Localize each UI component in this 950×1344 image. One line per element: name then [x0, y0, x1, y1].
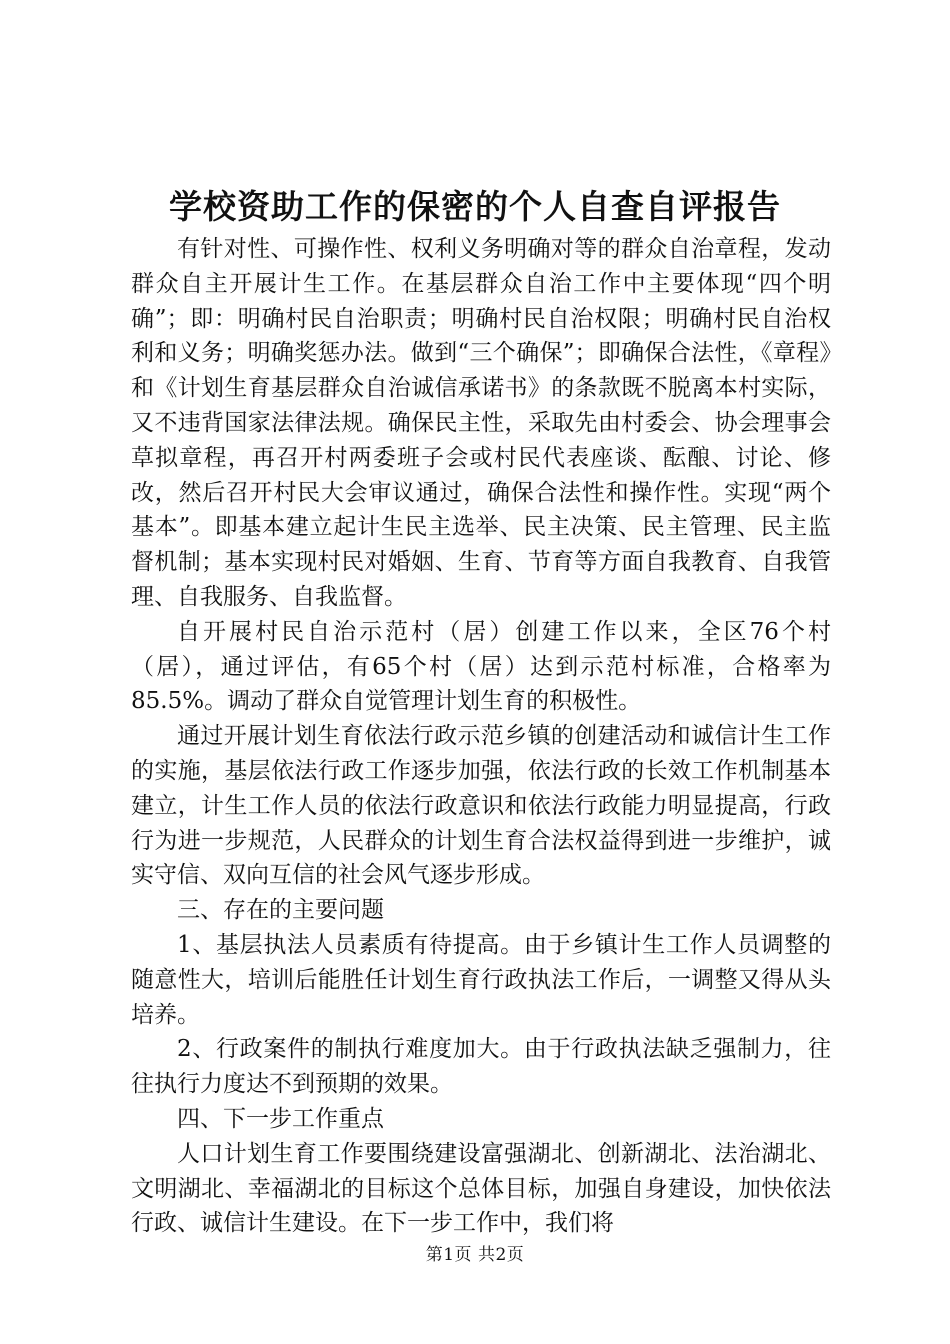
paragraph: 有针对性、可操作性、权利义务明确对等的群众自治章程，发动群众自主开展计生工作。在基层群众自治工作中主要体现“四个明确”；即：明确村民自治职责；明确村民自治权限；明确村民自治权利和义务；明确奖惩办法。做到“三个确保”；即确保合法性，《章程》和《计划生育基层群众自治诚信承诺书》的条款既不脱离本村实际，又不违背国家法律法规。确保民主性，采取先由村委会、协会理事会草拟章程，再召开村两委班子会或村民代表座谈、酝酿、讨论、修改，然后召开村民大会审议通过，确保合法性和操作性。实现“两个基本”。即基本建立起计生民主选举、民主决策、民主管理、民主监督机制；基本实现村民对婚姻、生育、节育等方面自我教育、自我管理、自我服务、自我监督。: [131, 236, 831, 610]
paragraph: 2、行政案件的制执行难度加大。由于行政执法缺乏强制力，往往执行力度达不到预期的效果。: [131, 1036, 831, 1098]
document-body: [131, 232, 831, 1241]
section-heading: 三、存在的主要问题: [177, 897, 384, 924]
paragraph: 通过开展计划生育依法行政示范乡镇的创建活动和诚信计生工作的实施，基层依法行政工作逐步加强，依法行政的长效工作机制基本建立，计生工作人员的依法行政意识和依法行政能力明显提高，行政行为进一步规范，人民群众的计划生育合法权益得到进一步维护，诚实守信、双向互信的社会风气逐步形成。: [131, 723, 831, 889]
document-title: 学校资助工作的保密的个人自查自评报告: [169, 187, 781, 226]
paragraph: 1、基层执法人员素质有待提高。由于乡镇计生工作人员调整的随意性大，培训后能胜任计划生育行政执法工作后，一调整又得从头培养。: [131, 931, 831, 1028]
paragraph: 人口计划生育工作要围绕建设富强湖北、创新湖北、法治湖北、文明湖北、幸福湖北的目标这个总体目标，加强自身建设，加快依法行政、诚信计生建设。在下一步工作中，我们将: [131, 1140, 831, 1237]
paragraph: 自开展村民自治示范村（居）创建工作以来，全区76个村（居），通过评估，有65个村（居）达到示范村标准，合格率为85.5%。调动了群众自觉管理计划生育的积极性。: [131, 618, 831, 715]
section-heading: 四、下一步工作重点: [177, 1105, 384, 1132]
page-number-footer: 第1页 共2页: [425, 1245, 525, 1265]
